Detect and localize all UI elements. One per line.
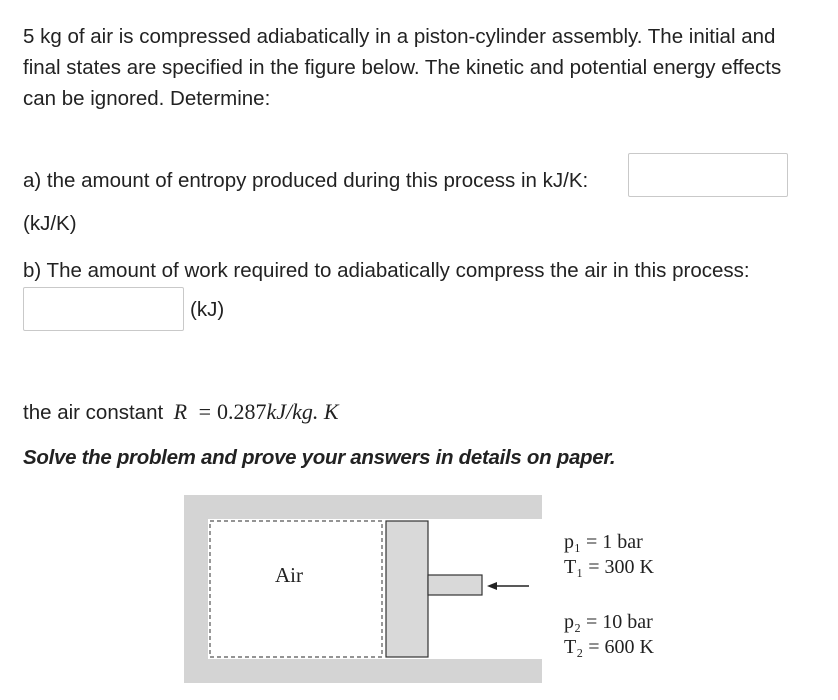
air-constant-equals: = xyxy=(198,399,211,424)
piston-cylinder-figure xyxy=(184,495,684,685)
intro-line-1: 5 kg of air is compressed adiabatically in a piston-cylinder assembly. The initial and xyxy=(23,25,776,48)
answer-a-input[interactable] xyxy=(628,153,788,197)
state2-pressure: p₂ = 10 bar xyxy=(564,611,653,633)
problem-statement xyxy=(23,21,823,114)
intro-line-3: can be ignored. Determine: xyxy=(23,87,271,110)
air-constant-value: 0.287 xyxy=(217,399,267,424)
question-b-label: b) The amount of work required to adiabatically compress the air in this process: xyxy=(23,259,750,282)
intro-line-2: final states are specified in the figure below. The kinetic and potential energy effects xyxy=(23,56,782,79)
air-constant xyxy=(23,399,339,425)
gas-label: Air xyxy=(275,563,303,587)
answer-a-unit: (kJ/K) xyxy=(23,212,77,235)
piston-rod xyxy=(428,575,482,595)
answer-b-input[interactable] xyxy=(23,287,184,331)
state1-pressure: p₁ = 1 bar xyxy=(564,531,643,553)
answer-b-unit: (kJ) xyxy=(190,298,225,321)
air-constant-symbol: R xyxy=(173,399,188,424)
instruction-text: Solve the problem and prove your answers in details on paper. xyxy=(23,446,616,469)
state1-temperature: T₁ = 300 K xyxy=(564,556,654,578)
question-a-label: a) the amount of entropy produced during this process in kJ/K: xyxy=(23,169,589,192)
air-constant-units: kJ/kg. K xyxy=(266,399,339,424)
cylinder-chamber xyxy=(208,519,542,659)
state2-temperature: T₂ = 600 K xyxy=(564,636,654,658)
air-constant-prefix: the air constant xyxy=(23,401,164,424)
piston xyxy=(386,521,428,657)
